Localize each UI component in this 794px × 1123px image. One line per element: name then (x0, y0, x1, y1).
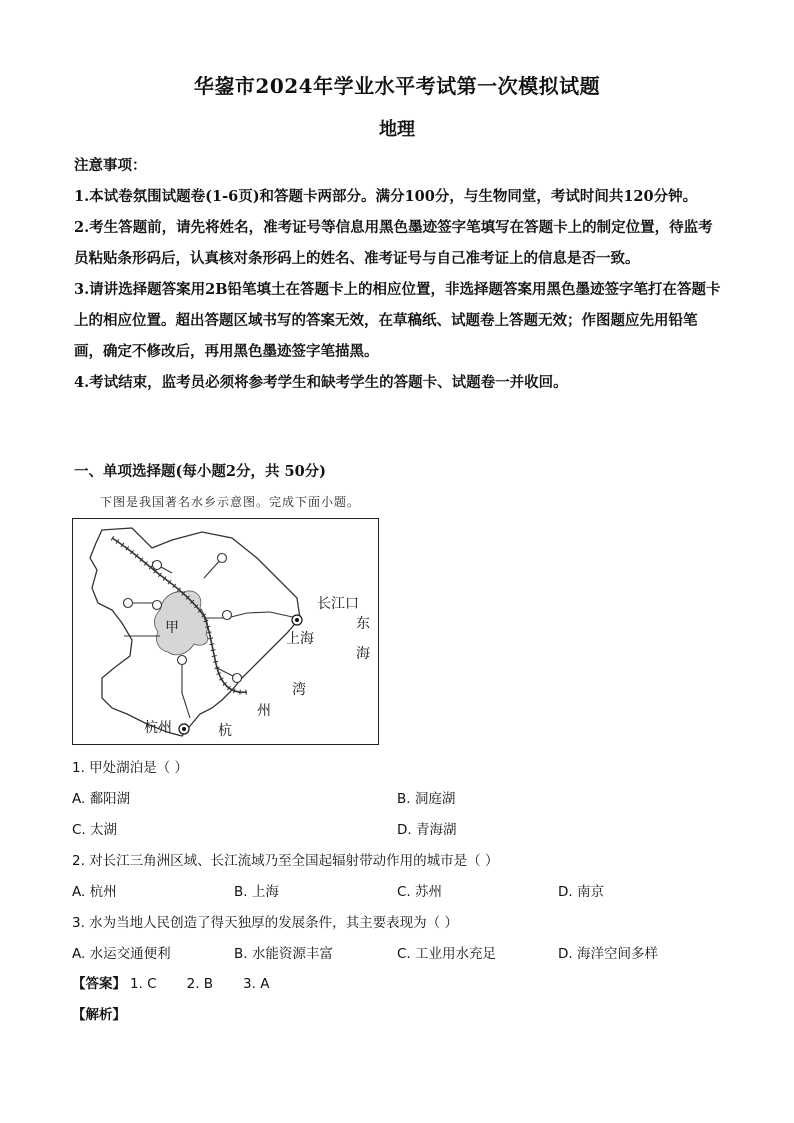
option-c: C. 工业用水充足 (397, 946, 497, 962)
option-c: C. 太湖 (72, 822, 118, 838)
town-marker (218, 554, 227, 563)
question-stem: 1. 甲处湖泊是（ ） (72, 760, 188, 776)
option-b: B. 上海 (234, 884, 279, 900)
question-intro: 下图是我国著名水乡示意图。完成下面小题。 (100, 495, 361, 509)
answer-value: 1. C (130, 976, 157, 992)
town-marker (153, 601, 162, 610)
option-c: C. 苏州 (397, 884, 443, 900)
notes-heading: 注意事项： (74, 157, 147, 174)
note-item: 2.考生答题前，请先将姓名，准考证号等信息用黑色墨迹签字笔填写在答题卡上的制定位置，待监考员粘贴条形码后，认真核对条形码上的姓名、准考证号与自己准考证上的信息是否一致。 (74, 219, 713, 267)
town-marker (153, 561, 162, 570)
option-b: B. 洞庭湖 (397, 791, 456, 807)
answer-line (72, 972, 269, 992)
option-b: B. 水能资源丰富 (234, 946, 333, 962)
option-d: D. 海洋空间多样 (558, 946, 658, 962)
note-item: 1.本试卷氛围试题卷(1-6页)和答题卡两部分。满分100分，与生物同堂，考试时间共120分钟。 (74, 188, 698, 205)
label-hangzhou: 杭州 (144, 720, 172, 736)
notes-block (74, 150, 724, 398)
answer-value: 3. A (243, 976, 270, 992)
analysis-label: 【解析】 (72, 1007, 126, 1023)
option-a: A. 杭州 (72, 884, 117, 900)
answer-value: 2. B (186, 976, 214, 992)
question-stem: 3. 水为当地人民创造了得天独厚的发展条件，其主要表现为（ ） (72, 915, 458, 931)
label-jia: 甲 (165, 620, 179, 636)
label-changjiangkou: 长江口 (317, 596, 359, 612)
note-item: 4.考试结束，监考员必须将参考学生和缺考学生的答题卡、试题卷一并收回。 (74, 374, 568, 391)
note-item: 3.请讲选择题答案用2B铅笔填土在答题卡上的相应位置，非选择题答案用黑色墨迹签字笔打在答题卡上的相应位置。超出答题区域书写的答案无效，在草稿纸、试题卷上答题无效；作图题应先用铅笔画，确定不修改后，再用黑色墨迹签字笔描黑。 (74, 281, 721, 360)
water-town-map (72, 518, 379, 745)
label-dong: 东 (356, 616, 370, 632)
answer-label: 【答案】 (72, 976, 126, 992)
town-marker (233, 674, 242, 683)
town-marker (223, 611, 232, 620)
option-a: A. 鄱阳湖 (72, 791, 131, 807)
exam-title: 华鋆市2024年学业水平考试第一次模拟试题 (193, 74, 601, 98)
option-a: A. 水运交通便利 (72, 946, 171, 962)
label-hai: 海 (356, 646, 370, 662)
label-wan: 湾 (292, 682, 306, 698)
town-marker (178, 656, 187, 665)
subject-title: 地理 (379, 119, 415, 140)
town-marker (124, 599, 133, 608)
option-d: D. 青海湖 (397, 822, 457, 838)
question-stem: 2. 对长江三角洲区域、长江流域乃至全国起辐射带动作用的城市是（ ） (72, 853, 499, 869)
section-title: 一、单项选择题(每小题2分，共 50分) (74, 463, 327, 480)
option-d: D. 南京 (558, 884, 604, 900)
label-zhou: 州 (257, 703, 271, 719)
label-hang: 杭 (218, 723, 232, 739)
label-shanghai: 上海 (286, 631, 314, 647)
